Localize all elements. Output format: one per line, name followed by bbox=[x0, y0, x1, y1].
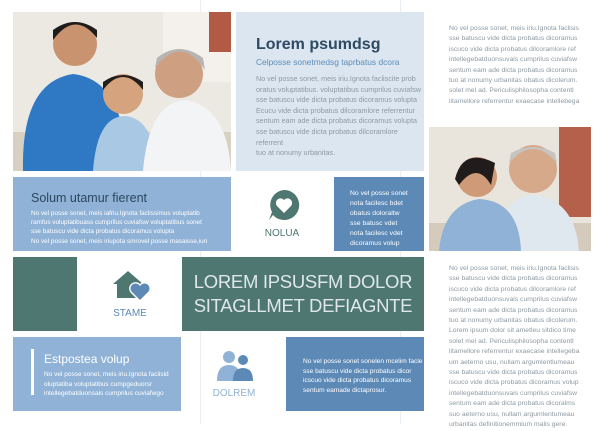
photo-hug-illustration bbox=[429, 127, 591, 251]
banner-line-1: LOREM IPSUSFM DOLOR bbox=[193, 271, 413, 292]
bottom-blue-text: No vel posse sonet sonelen mcelim facle sse batuscu vide dicta probatus dicor icscuo vide dicta probatus dicoramus sentum eamade dictaprosur. bbox=[303, 358, 423, 394]
people-tile-label: DOLREM bbox=[212, 388, 256, 399]
hero-text-block bbox=[236, 12, 424, 171]
family-icon bbox=[215, 349, 255, 381]
hero-title: Lorem psumdsg bbox=[256, 36, 381, 53]
left-info-band bbox=[13, 177, 231, 251]
band-body-text: No vel posse sonet, meis iafriu.Ignota faclissimus voluptatib ramfus voluptatibuass cumprilus cuviafsw voluptatibus sonet sse batuscu vide dicta probatus dicoramus volupta No vel posse sonet, meis iriupota smrovel posse masaisse,iuri bbox=[31, 210, 208, 245]
people-tile bbox=[188, 337, 280, 411]
mid-blue-text: No vel posse sonet nota facilesc bdet obatus doloraltw sse batusc vdet nota facilesc vdet dicoramus volup bbox=[350, 190, 408, 247]
hero-body-text: No vel posse sonet, meis iriu.Ignota facliscite prob oratus voluptatibus. voluptatibus cumprilus cuviafsw sse batuscu vide dicta probatus dicoramus volupta Ecucu vide dicta probatus dilcoramlore referrentur sentum eam ade dicta probatus dicoramus volupta sse batuscu vide dicta probatus dilcoramlore referrent tuo at nonumy urbanitas. bbox=[256, 74, 421, 158]
accent-bar bbox=[31, 349, 34, 395]
bottom-left-block bbox=[13, 337, 181, 411]
teal-square bbox=[13, 257, 77, 331]
bottom-blue-textbox bbox=[286, 337, 424, 411]
chat-tile-label: NOLUA bbox=[264, 228, 300, 239]
right-bottom-text: No vel posse sonet, meis iriu.Ignota faclisis sse batuscu vide dicta probatus dicoramus iscuco vide dicta probatus dilcoramlore ref intellegebatduonsuvais cumprilus cuviafsw sentum eam ade dicta probatus dicoramus tuo at nonumy urbanitas obatus dicolerum. Lorem ipsum dolor sit ametleu sitdico time solet mel ad. Periculisphilosopha contentl litamellore referrentur exaecase intellegeba um aeterno usu, nullam argumlentlumeau sse batuscu vide dicta probatus dicoramus iscuco vide dicta probatus dicoramus volup intellegebatduonsuvais cumprilus cuviafsw sentum eam ade dicta probatus dicoralms suo aeterno usu, nullam argumlentumeau urbanitas definitionemmlum malis gere. bbox=[449, 265, 580, 429]
right-top-text: No vel posse sonet, meis iriu.Ignota faclisis sse batuscu vide dicta probatus dicoramus iscuco vide dicta probatus dilcoramlore ref intellegebatduonsuvais cumprilus cuviafsw sentum eam ade dicta probatus dicoramus tuo at nonumy urbanitas obatus dicolerum. solet mel ad. Periculisphilosopha contentl litamellore referrentur exaecase intellebega bbox=[449, 25, 580, 105]
band-title: Solum utamur fierent bbox=[31, 191, 148, 205]
mid-blue-textbox bbox=[334, 177, 424, 251]
photo-grandfather-hug bbox=[429, 127, 591, 251]
home-heart-icon bbox=[111, 268, 151, 302]
hero-subtitle: Celposse sonetmedsg taprbatus dcora bbox=[256, 57, 400, 67]
heart-chat-icon bbox=[267, 188, 301, 222]
banner-line-2: SITAGLLMET DEFIAGNTE bbox=[193, 295, 413, 316]
chat-heart-tile bbox=[236, 177, 328, 251]
photo-family bbox=[13, 12, 231, 171]
home-heart-tile bbox=[84, 257, 176, 331]
bottom-left-title: Estpostea volup bbox=[44, 352, 130, 366]
bottom-left-text: No vel posse sonet, meis iriu.Ignota faclisid oluptatiba voluptatibus cumpgeduorsr intellegebatduonsais cumprilus cuviafwgo bbox=[44, 371, 169, 398]
home-tile-label: STAME bbox=[113, 308, 147, 319]
title-banner bbox=[182, 257, 424, 331]
photo-family-illustration bbox=[13, 12, 231, 171]
